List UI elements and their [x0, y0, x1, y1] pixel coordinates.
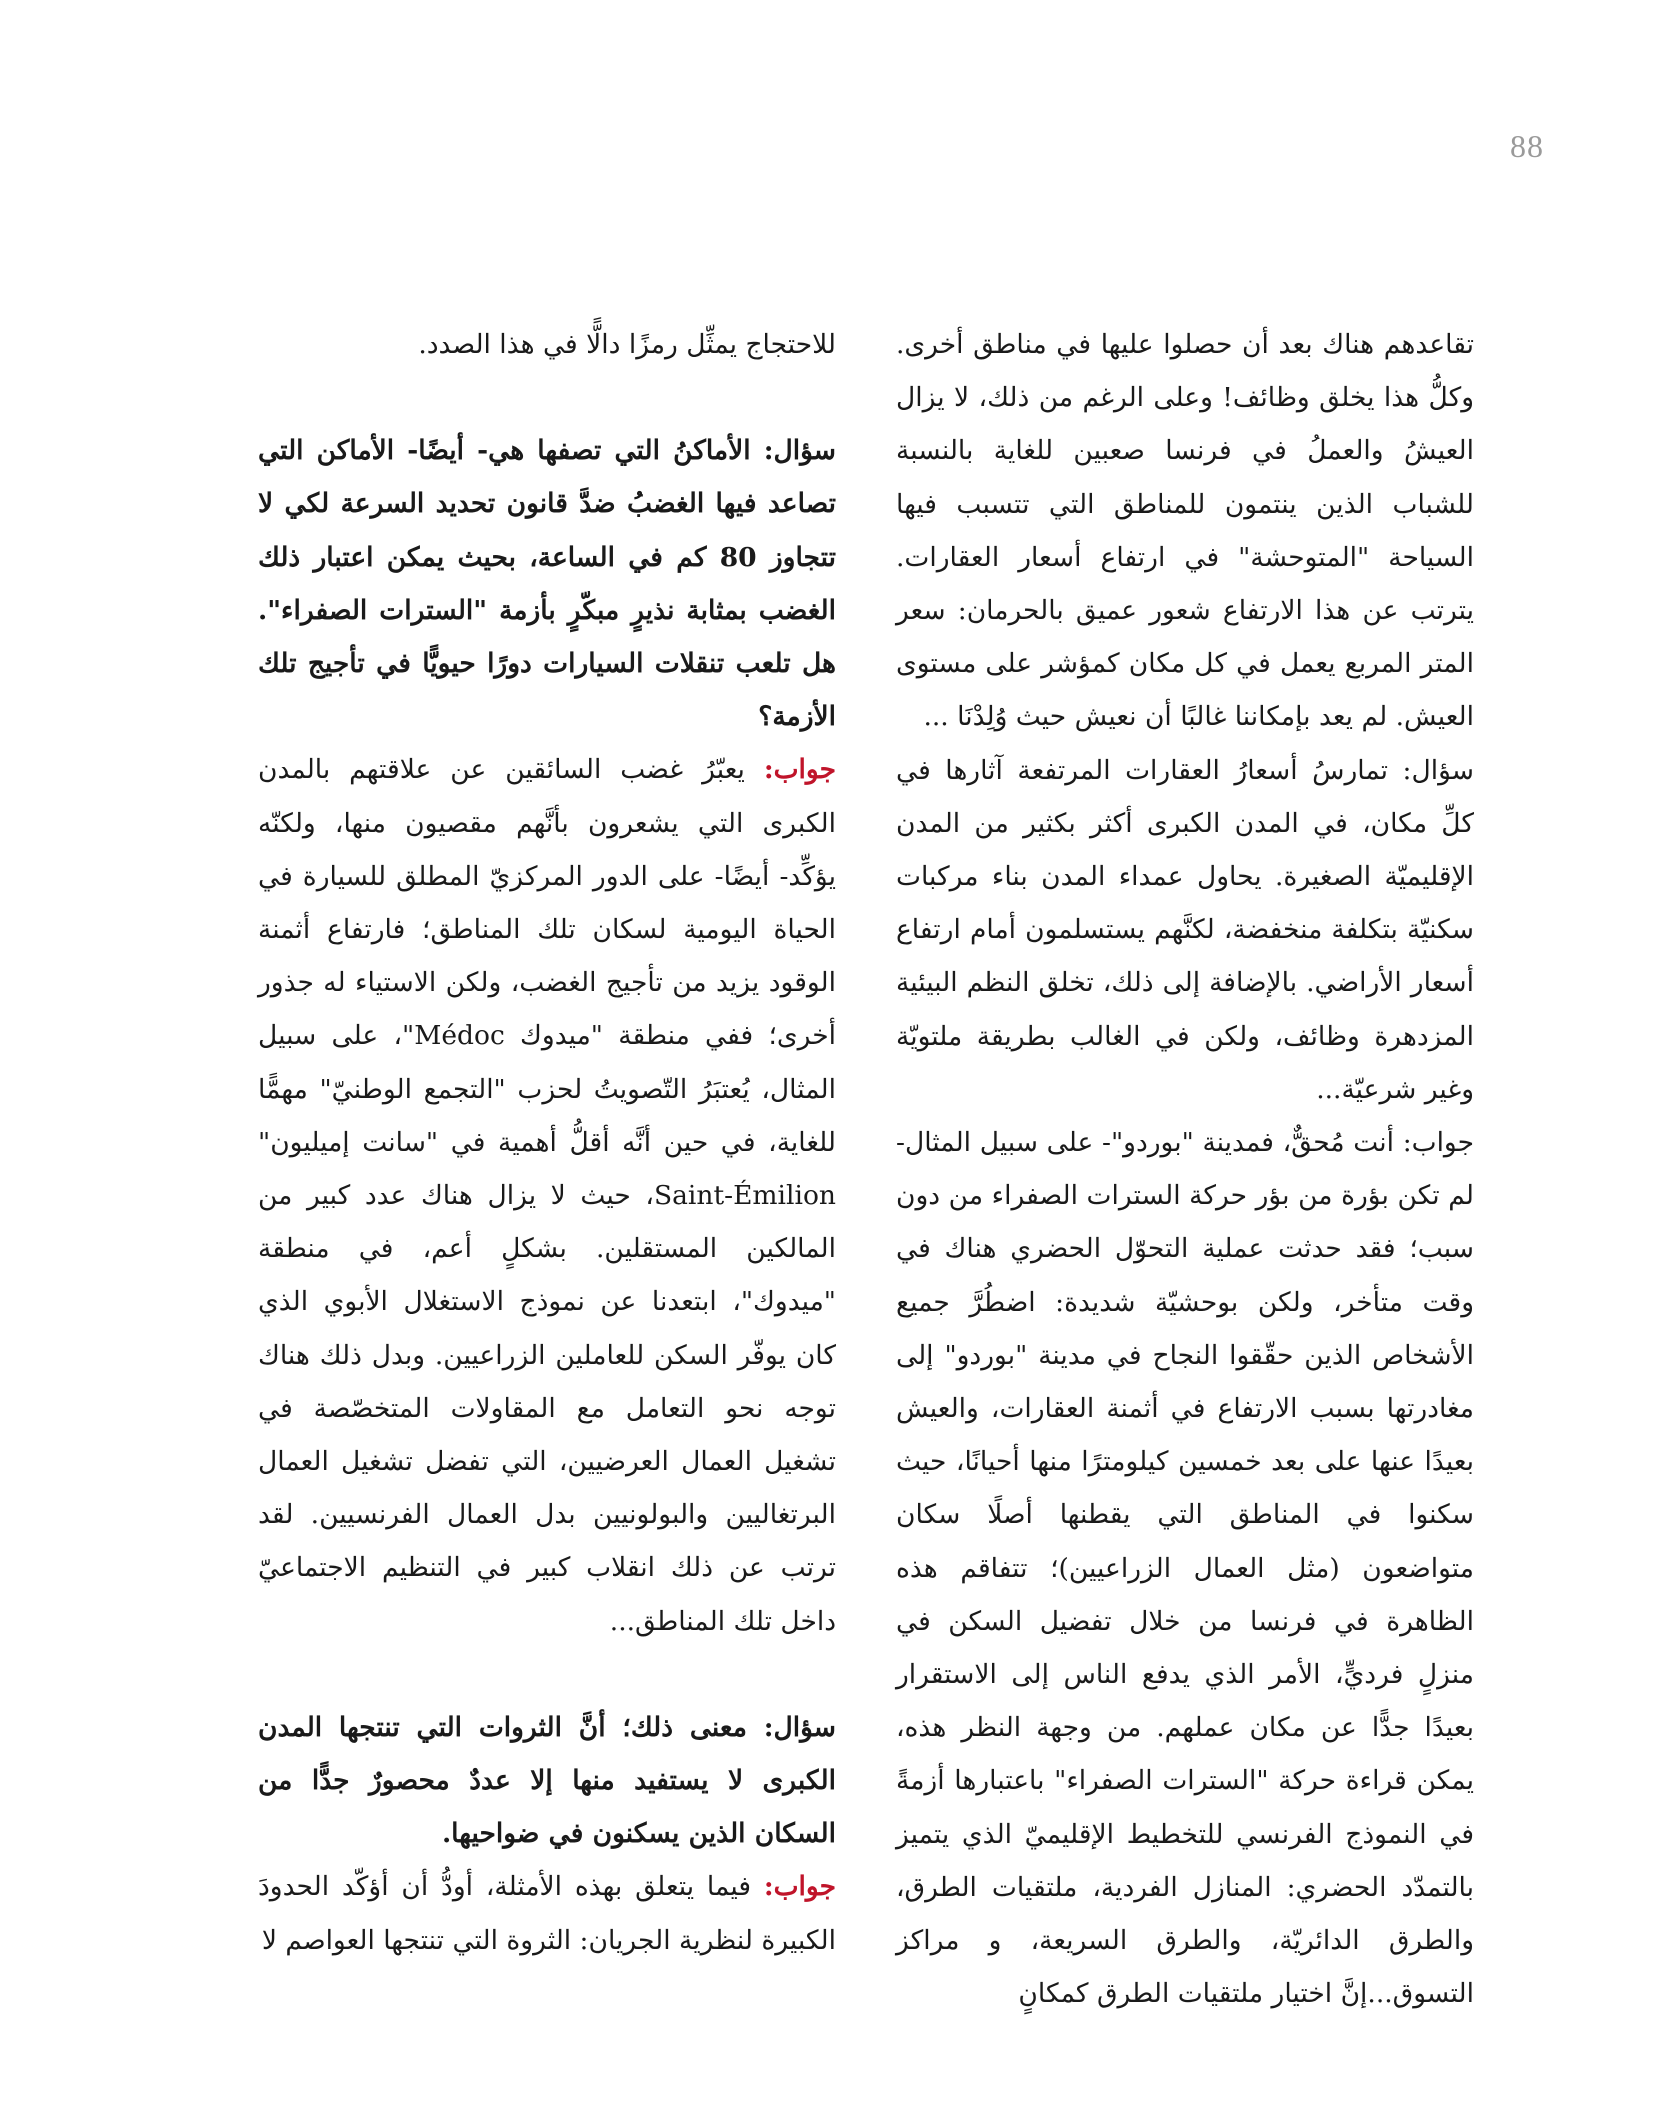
answer-text: فيما يتعلق بهذه الأمثلة، أودُّ أن أؤكّد الحدودَ الكبيرة لنظرية الجريان: الثروة التي تنتجها العواصم لا: [258, 1871, 836, 1956]
left-column: [258, 318, 836, 1967]
spacer: [258, 371, 836, 424]
answer-paragraph: [258, 1860, 836, 1966]
question-paragraph: سؤال: معنى ذلك؛ أنَّ الثروات التي تنتجها المدن الكبرى لا يستفيد منها إلا عددٌ محصورٌ جدًّا من السكان الذين يسكنون في ضواحيها.: [258, 1711, 836, 1850]
question-paragraph: سؤال: تمارسُ أسعارُ العقارات المرتفعة آثارها في كلِّ مكان، في المدن الكبرى أكثر بكثير من المدن الإقليميّة الصغيرة. يحاول عمداء المدن بناء مركبات سكنيّة بتكلفة منخفضة، لكنَّهم يستسلمون أمام ارتفاع أسعار الأراضي. بالإضافة إلى ذلك، تخلق النظم البيئية المزدهرة وظائف، ولكن في الغالب بطريقة ملتويّة وغير شرعيّة...: [896, 754, 1474, 1105]
answer-paragraph: [258, 743, 836, 1647]
paragraph: للاحتجاج يمثِّل رمزًا دالًّا في هذا الصدد.: [418, 329, 836, 360]
answer-text: يعبّرُ غضب السائقين عن علاقتهم بالمدن الكبرى التي يشعرون بأنَّهم مقصيون منها، ولكنّه يؤكِّد- أيضًا- على الدور المركزيّ المطلق للسيارة في الحياة اليومية لسكان تلك المناطق؛ فارتفاع أثمنة الوقود يزيد من تأجيج الغضب، ولكن الاستياء له جذور أخرى؛ ففي منطقة "ميدوك Médoc"، على سبيل المثال، يُعتبَرُ التّصويتُ لحزب "التجمع الوطنيّ" مهمًّا للغاية، في حين أنَّه أقلُّ أهمية في "سانت إميليون" Saint-Émilion، حيث لا يزال هناك عدد كبير من المالكين المستقلين. بشكلٍ أعم، في منطقة "ميدوك"، ابتعدنا عن نموذج الاستغلال الأبوي الذي كان يوفّر السكن للعاملين الزراعيين. وبدل ذلك هناك توجه نحو التعامل مع المقاولات المتخصّصة في تشغيل العمال العرضيين، التي تفضل تشغيل العمال البرتغاليين والبولونيين بدل العمال الفرنسيين. لقد ترتب عن ذلك انقلاب كبير في التنظيم الاجتماعيّ داخل تلك المناطق...: [258, 754, 837, 1637]
page-number: 88: [1510, 128, 1544, 164]
question-paragraph: سؤال: الأماكنُ التي تصفها هي- أيضًا- الأماكن التي تصاعد فيها الغضبُ ضدَّ قانون تحديد السرعة لكي لا تتجاوز 80 كم في الساعة، بحيث يمكن اعتبار ذلك الغضب بمثابة نذيرٍ مبكّرٍ بأزمة "السترات الصفراء". هل تلعب تنقلات السيارات دورًا حيويًّا في تأجيج تلك الأزمة؟: [258, 435, 837, 733]
paragraph: تقاعدهم هناك بعد أن حصلوا عليها في مناطق أخرى. وكلُّ هذا يخلق وظائف! وعلى الرغم من ذلك، لا يزال العيشُ والعملُ في فرنسا صعبين للغاية بالنسبة للشباب الذين ينتمون للمناطق التي تتسبب فيها السياحة "المتوحشة" في ارتفاع أسعار العقارات. يترتب عن هذا الارتفاع شعور عميق بالحرمان: سعر المتر المربع يعمل في كل مكان كمؤشر على مستوى العيش. لم يعد بإمكاننا غالبًا أن نعيش حيث وُلِدْنَا ...: [896, 329, 1474, 733]
answer-label: جواب:: [763, 754, 836, 786]
spacer: [258, 1648, 836, 1701]
answer-label: جواب:: [763, 1871, 836, 1903]
answer-paragraph: جواب: أنت مُحقٌّ، فمدينة "بوردو"- على سبيل المثال- لم تكن بؤرة من بؤر حركة السترات الصفراء من دون سبب؛ فقد حدثت عملية التحوّل الحضري هناك في وقت متأخر، ولكن بوحشيّة شديدة: اضطُرَّ جميع الأشخاص الذين حقّقوا النجاح في مدينة "بوردو" إلى مغادرتها بسبب الارتفاع في أثمنة العقارات، والعيش بعيدًا عنها على بعد خمسين كيلومترًا منها أحيانًا، حيث سكنوا في المناطق التي يقطنها أصلًا سكان متواضعون (مثل العمال الزراعيين)؛ تتفاقم هذه الظاهرة في فرنسا من خلال تفضيل السكن في منزلٍ فرديٍّ، الأمر الذي يدفع الناس إلى الاستقرار بعيدًا جدًّا عن مكان عملهم. من وجهة النظر هذه، يمكن قراءة حركة "السترات الصفراء" باعتبارها أزمةً في النموذج الفرنسي للتخطيط الإقليميّ الذي يتميز بالتمدّد الحضري: المنازل الفردية، ملتقيات الطرق، والطرق الدائريّة، والطرق السريعة، و مراكز التسوق...إنَّ اختيار ملتقيات الطرق كمكانٍ: [896, 1127, 1474, 2010]
right-column: [896, 318, 1474, 2021]
